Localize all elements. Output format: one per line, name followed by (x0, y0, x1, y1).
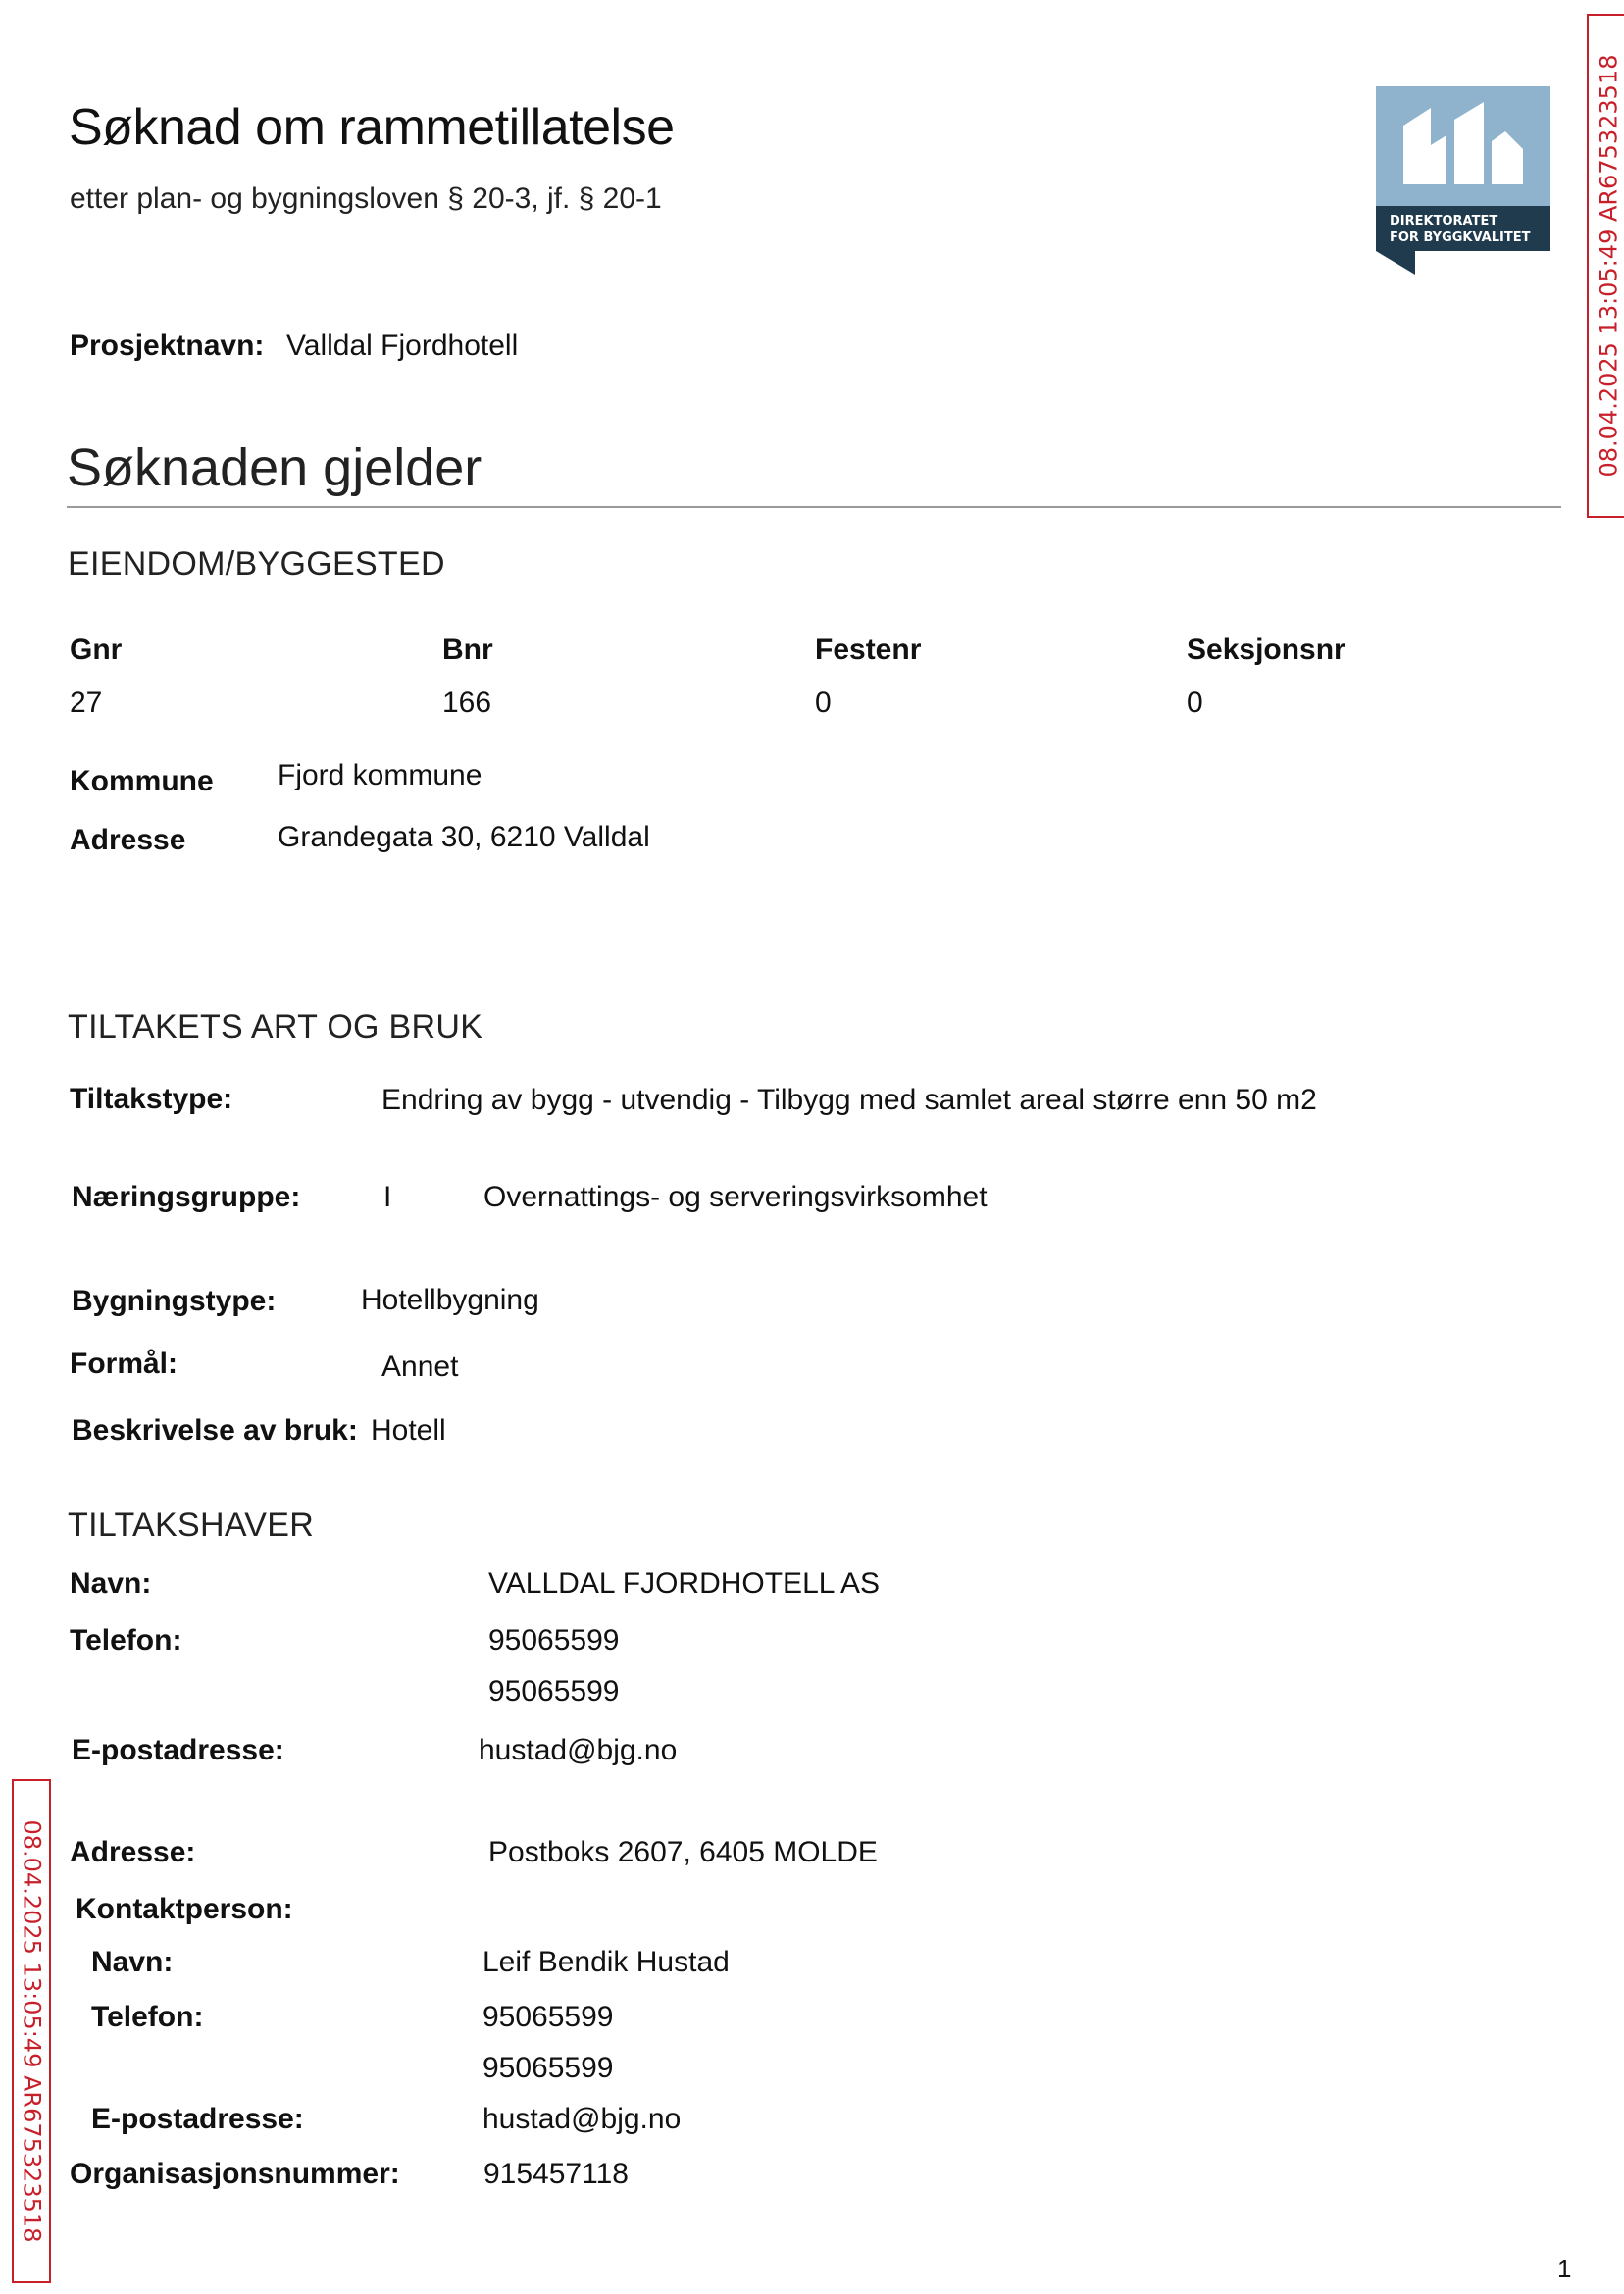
owner-navn-label: Navn: (70, 1567, 152, 1600)
orgnr-label: Organisasjonsnummer: (70, 2158, 400, 2190)
bygningstype-value: Hotellbygning (361, 1284, 539, 1316)
kontakt-telefon-value-1: 95065599 (482, 2001, 614, 2033)
seksjonsnr-label: Seksjonsnr (1187, 634, 1345, 666)
kontakt-navn-label: Navn: (91, 1946, 174, 1978)
bygningstype-label: Bygningstype: (72, 1285, 277, 1317)
logo-line-1: DIREKTORATET (1390, 214, 1498, 229)
kontakt-navn-value: Leif Bendik Hustad (482, 1946, 730, 1978)
owner-heading: TILTAKSHAVER (68, 1506, 315, 1544)
owner-telefon-value-2: 95065599 (488, 1675, 620, 1708)
adresse-value: Grandegata 30, 6210 Valldal (278, 821, 650, 853)
formal-label: Formål: (70, 1348, 178, 1380)
naeringsgruppe-label: Næringsgruppe: (72, 1181, 301, 1213)
kontakt-telefon-label: Telefon: (91, 2001, 204, 2033)
beskrivelse-label: Beskrivelse av bruk: (72, 1414, 358, 1447)
naeringsgruppe-code: I (383, 1181, 392, 1213)
project-name-label: Prosjektnavn: (70, 330, 265, 362)
bnr-label: Bnr (442, 634, 493, 666)
section-title: Søknaden gjelder (67, 438, 482, 497)
gnr-value: 27 (70, 687, 103, 719)
festenr-value: 0 (815, 687, 832, 719)
building-logo-icon (1376, 86, 1550, 275)
seksjonsnr-value: 0 (1187, 687, 1203, 719)
beskrivelse-value: Hotell (371, 1414, 446, 1447)
orgnr-value: 915457118 (483, 2158, 629, 2190)
timestamp-stamp-left (12, 1779, 51, 2283)
section-divider (67, 506, 1561, 508)
dibk-logo (1376, 86, 1550, 275)
kontaktperson-label: Kontaktperson: (76, 1893, 293, 1925)
stamp-text-right: 08.04.2025 13:05:49 AR675323518 (1595, 54, 1623, 478)
owner-epost-value[interactable]: hustad@bjg.no (479, 1734, 678, 1766)
owner-telefon-label: Telefon: (70, 1624, 182, 1657)
document-title: Søknad om rammetillatelse (69, 99, 675, 156)
tiltakstype-value: Endring av bygg - utvendig - Tilbygg med samlet areal større enn 50 m2 (381, 1084, 1317, 1116)
kommune-label: Kommune (70, 765, 214, 797)
owner-navn-value: VALLDAL FJORDHOTELL AS (488, 1567, 881, 1600)
tiltakstype-label: Tiltakstype: (70, 1083, 233, 1115)
owner-epost-label: E-postadresse: (72, 1734, 284, 1766)
logo-line-2: FOR BYGGKVALITET (1390, 230, 1531, 245)
measure-heading: TILTAKETS ART OG BRUK (68, 1008, 483, 1045)
gnr-label: Gnr (70, 634, 123, 666)
owner-adresse-value: Postboks 2607, 6405 MOLDE (488, 1836, 878, 1868)
project-name-value: Valldal Fjordhotell (286, 330, 519, 362)
page-number: 1 (1557, 2254, 1572, 2283)
adresse-label: Adresse (70, 824, 186, 856)
naeringsgruppe-value: Overnattings- og serveringsvirksomhet (483, 1181, 988, 1213)
kontakt-epost-label: E-postadresse: (91, 2103, 304, 2135)
document-subtitle: etter plan- og bygningsloven § 20-3, jf. § 20-1 (70, 182, 662, 215)
stamp-text-left: 08.04.2025 13:05:49 AR675323518 (18, 1819, 46, 2243)
timestamp-stamp-right (1587, 14, 1624, 518)
formal-value: Annet (381, 1351, 459, 1383)
festenr-label: Festenr (815, 634, 922, 666)
bnr-value: 166 (442, 687, 492, 719)
property-heading: EIENDOM/BYGGESTED (68, 545, 445, 583)
kommune-value: Fjord kommune (278, 759, 482, 791)
owner-telefon-value-1: 95065599 (488, 1624, 620, 1657)
kontakt-telefon-value-2: 95065599 (482, 2052, 614, 2084)
owner-adresse-label: Adresse: (70, 1836, 196, 1868)
kontakt-epost-value[interactable]: hustad@bjg.no (482, 2103, 682, 2135)
